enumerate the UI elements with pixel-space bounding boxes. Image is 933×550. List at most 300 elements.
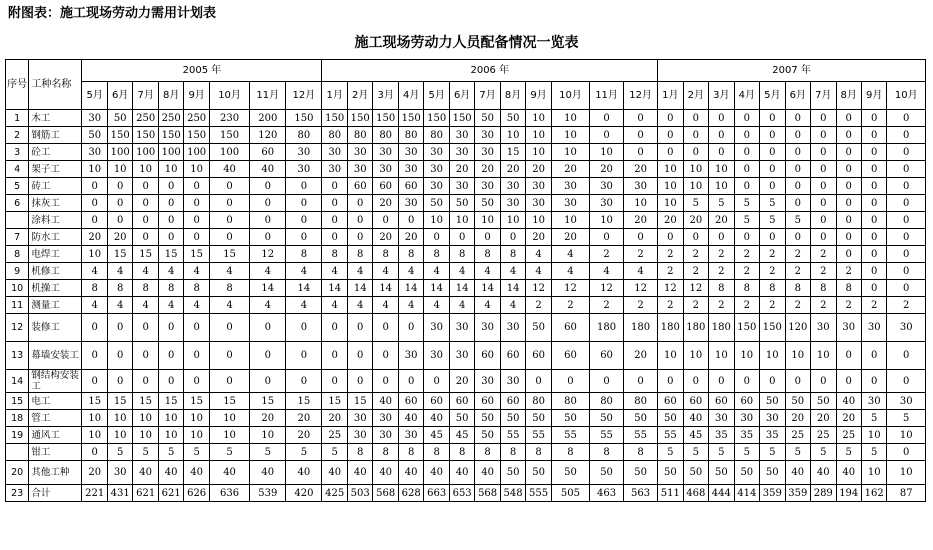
cell-value: 539 xyxy=(250,485,286,502)
cell-value: 87 xyxy=(887,485,926,502)
cell-value: 425 xyxy=(322,485,347,502)
cell-value: 50 xyxy=(811,393,836,410)
cell-value: 80 xyxy=(424,127,449,144)
table-row xyxy=(6,127,926,144)
cell-value: 4 xyxy=(286,297,322,314)
cell-value: 4 xyxy=(449,297,474,314)
cell-value: 8 xyxy=(785,280,810,297)
cell-value: 50 xyxy=(475,195,500,212)
cell-value: 15 xyxy=(133,246,158,263)
cell-value: 0 xyxy=(887,178,926,195)
table-title: 施工现场劳动力人员配备情况一览表 xyxy=(354,35,579,51)
cell-value: 0 xyxy=(861,161,886,178)
cell-value: 653 xyxy=(449,485,474,502)
cell-value: 2 xyxy=(760,297,785,314)
cell-value: 8 xyxy=(760,280,785,297)
cell-value: 0 xyxy=(398,370,423,393)
cell-value: 10 xyxy=(709,342,734,370)
row-number: 15 xyxy=(6,393,29,410)
cell-value: 2 xyxy=(526,297,551,314)
cell-value: 50 xyxy=(449,195,474,212)
cell-value: 5 xyxy=(785,444,810,461)
cell-value: 12 xyxy=(250,246,286,263)
cell-value: 40 xyxy=(347,461,372,485)
cell-value: 30 xyxy=(398,161,423,178)
cell-value: 30 xyxy=(709,410,734,427)
cell-value: 5 xyxy=(683,195,708,212)
cell-value: 15 xyxy=(322,393,347,410)
cell-value: 30 xyxy=(347,410,372,427)
cell-value: 0 xyxy=(734,110,759,127)
table-row xyxy=(6,161,926,178)
table-row xyxy=(6,144,926,161)
cell-value: 0 xyxy=(887,229,926,246)
cell-value: 100 xyxy=(107,144,132,161)
cell-value: 5 xyxy=(861,444,886,461)
header-month: 11月 xyxy=(590,82,624,110)
header-month: 3月 xyxy=(373,82,398,110)
cell-value: 15 xyxy=(107,246,132,263)
cell-value: 0 xyxy=(158,178,183,195)
cell-value: 10 xyxy=(158,161,183,178)
cell-value: 0 xyxy=(624,229,658,246)
cell-value: 8 xyxy=(734,280,759,297)
cell-value: 414 xyxy=(734,485,759,502)
row-number xyxy=(6,444,29,461)
cell-value: 4 xyxy=(424,297,449,314)
cell-value: 10 xyxy=(107,427,132,444)
cell-value: 14 xyxy=(286,280,322,297)
cell-value: 4 xyxy=(250,297,286,314)
cell-value: 10 xyxy=(861,461,886,485)
cell-value: 0 xyxy=(683,370,708,393)
cell-value: 12 xyxy=(624,280,658,297)
table-row xyxy=(6,110,926,127)
cell-value: 0 xyxy=(184,229,209,246)
cell-value: 20 xyxy=(624,212,658,229)
cell-value: 5 xyxy=(709,444,734,461)
cell-value: 40 xyxy=(184,461,209,485)
cell-value: 0 xyxy=(286,370,322,393)
cell-value: 2 xyxy=(624,246,658,263)
cell-value: 0 xyxy=(785,144,810,161)
cell-value: 4 xyxy=(475,263,500,280)
cell-value: 0 xyxy=(373,370,398,393)
cell-value: 5 xyxy=(734,195,759,212)
cell-value: 5 xyxy=(133,444,158,461)
cell-value: 60 xyxy=(590,342,624,370)
cell-value: 10 xyxy=(158,410,183,427)
cell-value: 30 xyxy=(398,195,423,212)
cell-value: 20 xyxy=(624,342,658,370)
cell-value: 8 xyxy=(322,246,347,263)
header-month: 2月 xyxy=(683,82,708,110)
row-number: 19 xyxy=(6,427,29,444)
cell-value: 4 xyxy=(551,263,589,280)
cell-value: 150 xyxy=(322,110,347,127)
cell-value: 150 xyxy=(286,110,322,127)
cell-value: 4 xyxy=(624,263,658,280)
cell-value: 0 xyxy=(82,195,107,212)
cell-value: 60 xyxy=(424,393,449,410)
cell-value: 150 xyxy=(398,110,423,127)
cell-value: 10 xyxy=(590,212,624,229)
trade-name: 幕墙安装工 xyxy=(29,342,82,370)
cell-value: 503 xyxy=(347,485,372,502)
cell-value: 30 xyxy=(590,178,624,195)
header-month: 5月 xyxy=(424,82,449,110)
cell-value: 0 xyxy=(887,195,926,212)
cell-value: 0 xyxy=(250,229,286,246)
cell-value: 0 xyxy=(683,110,708,127)
cell-value: 0 xyxy=(887,370,926,393)
cell-value: 0 xyxy=(734,370,759,393)
table-row xyxy=(6,485,926,502)
cell-value: 40 xyxy=(286,461,322,485)
cell-value: 30 xyxy=(398,144,423,161)
cell-value: 30 xyxy=(424,161,449,178)
cell-value: 8 xyxy=(836,280,861,297)
cell-value: 0 xyxy=(133,314,158,342)
cell-value: 0 xyxy=(861,370,886,393)
header-month: 1月 xyxy=(322,82,347,110)
table-row xyxy=(6,444,926,461)
cell-value: 100 xyxy=(133,144,158,161)
cell-value: 20 xyxy=(590,161,624,178)
header-year: 2006 年 xyxy=(322,60,658,82)
cell-value: 25 xyxy=(836,427,861,444)
cell-value: 4 xyxy=(398,297,423,314)
row-number xyxy=(6,212,29,229)
cell-value: 10 xyxy=(658,195,683,212)
cell-value: 30 xyxy=(449,178,474,195)
cell-value: 0 xyxy=(184,195,209,212)
cell-value: 2 xyxy=(811,263,836,280)
cell-value: 0 xyxy=(209,178,249,195)
cell-value: 40 xyxy=(322,461,347,485)
cell-value: 10 xyxy=(107,410,132,427)
cell-value: 0 xyxy=(82,314,107,342)
cell-value: 50 xyxy=(526,461,551,485)
table-row xyxy=(6,263,926,280)
cell-value: 463 xyxy=(590,485,624,502)
cell-value: 50 xyxy=(82,127,107,144)
figure-caption: 附图表：施工现场劳动力需用计划表 xyxy=(8,6,217,21)
cell-value: 4 xyxy=(184,263,209,280)
cell-value: 10 xyxy=(184,161,209,178)
cell-value: 8 xyxy=(526,444,551,461)
header-month: 5月 xyxy=(760,82,785,110)
row-number: 12 xyxy=(6,314,29,342)
cell-value: 0 xyxy=(658,110,683,127)
cell-value: 8 xyxy=(158,280,183,297)
cell-value: 150 xyxy=(347,110,372,127)
cell-value: 20 xyxy=(526,161,551,178)
cell-value: 4 xyxy=(158,297,183,314)
cell-value: 8 xyxy=(590,444,624,461)
cell-value: 45 xyxy=(449,427,474,444)
cell-value: 60 xyxy=(398,178,423,195)
cell-value: 0 xyxy=(709,370,734,393)
cell-value: 15 xyxy=(82,393,107,410)
cell-value: 50 xyxy=(590,461,624,485)
cell-value: 10 xyxy=(526,127,551,144)
cell-value: 12 xyxy=(526,280,551,297)
cell-value: 10 xyxy=(82,161,107,178)
cell-value: 0 xyxy=(82,212,107,229)
cell-value: 60 xyxy=(500,342,525,370)
cell-value: 0 xyxy=(836,161,861,178)
header-month: 6月 xyxy=(449,82,474,110)
cell-value: 5 xyxy=(785,212,810,229)
cell-value: 8 xyxy=(811,280,836,297)
cell-value: 180 xyxy=(658,314,683,342)
cell-value: 60 xyxy=(551,342,589,370)
cell-value: 663 xyxy=(424,485,449,502)
cell-value: 20 xyxy=(322,410,347,427)
trade-name: 砼工 xyxy=(29,144,82,161)
cell-value: 0 xyxy=(760,161,785,178)
cell-value: 10 xyxy=(734,342,759,370)
cell-value: 80 xyxy=(322,127,347,144)
cell-value: 40 xyxy=(209,161,249,178)
cell-value: 0 xyxy=(590,229,624,246)
cell-value: 0 xyxy=(286,195,322,212)
cell-value: 8 xyxy=(424,444,449,461)
cell-value: 25 xyxy=(785,427,810,444)
cell-value: 60 xyxy=(709,393,734,410)
cell-value: 0 xyxy=(683,127,708,144)
cell-value: 4 xyxy=(590,263,624,280)
cell-value: 10 xyxy=(811,342,836,370)
cell-value: 8 xyxy=(449,246,474,263)
cell-value: 4 xyxy=(373,263,398,280)
cell-value: 0 xyxy=(500,229,525,246)
cell-value: 5 xyxy=(734,212,759,229)
trade-name: 电焊工 xyxy=(29,246,82,263)
cell-value: 80 xyxy=(347,127,372,144)
cell-value: 20 xyxy=(286,427,322,444)
cell-value: 80 xyxy=(526,393,551,410)
header-month: 6月 xyxy=(785,82,810,110)
cell-value: 30 xyxy=(526,195,551,212)
cell-value: 50 xyxy=(500,461,525,485)
cell-value: 0 xyxy=(887,127,926,144)
cell-value: 0 xyxy=(322,229,347,246)
row-number: 5 xyxy=(6,178,29,195)
cell-value: 30 xyxy=(475,178,500,195)
trade-name: 测量工 xyxy=(29,297,82,314)
cell-value: 4 xyxy=(82,297,107,314)
cell-value: 2 xyxy=(551,297,589,314)
cell-value: 5 xyxy=(158,444,183,461)
cell-value: 50 xyxy=(107,110,132,127)
table-row xyxy=(6,280,926,297)
cell-value: 10 xyxy=(526,144,551,161)
cell-value: 0 xyxy=(709,127,734,144)
cell-value: 10 xyxy=(133,410,158,427)
cell-value: 10 xyxy=(551,110,589,127)
cell-value: 2 xyxy=(734,297,759,314)
cell-value: 40 xyxy=(683,410,708,427)
cell-value: 15 xyxy=(107,393,132,410)
cell-value: 10 xyxy=(658,342,683,370)
cell-value: 15 xyxy=(158,393,183,410)
cell-value: 0 xyxy=(551,370,589,393)
cell-value: 0 xyxy=(709,229,734,246)
cell-value: 40 xyxy=(373,461,398,485)
cell-value: 10 xyxy=(82,410,107,427)
cell-value: 5 xyxy=(709,195,734,212)
cell-value: 40 xyxy=(424,461,449,485)
cell-value: 0 xyxy=(887,263,926,280)
cell-value: 250 xyxy=(133,110,158,127)
trade-name: 砖工 xyxy=(29,178,82,195)
cell-value: 30 xyxy=(398,342,423,370)
cell-value: 0 xyxy=(184,178,209,195)
cell-value: 10 xyxy=(551,127,589,144)
cell-value: 12 xyxy=(590,280,624,297)
table-row xyxy=(6,229,926,246)
trade-name: 电工 xyxy=(29,393,82,410)
cell-value: 0 xyxy=(760,370,785,393)
row-number: 3 xyxy=(6,144,29,161)
cell-value: 12 xyxy=(551,280,589,297)
cell-value: 0 xyxy=(760,178,785,195)
cell-value: 40 xyxy=(785,461,810,485)
cell-value: 0 xyxy=(250,314,286,342)
cell-value: 15 xyxy=(184,393,209,410)
cell-value: 14 xyxy=(373,280,398,297)
cell-value: 14 xyxy=(424,280,449,297)
cell-value: 40 xyxy=(158,461,183,485)
trade-name: 通风工 xyxy=(29,427,82,444)
cell-value: 4 xyxy=(184,297,209,314)
cell-value: 505 xyxy=(551,485,589,502)
cell-value: 20 xyxy=(373,229,398,246)
cell-value: 180 xyxy=(590,314,624,342)
cell-value: 0 xyxy=(347,342,372,370)
cell-value: 0 xyxy=(836,342,861,370)
cell-value: 60 xyxy=(734,393,759,410)
cell-value: 4 xyxy=(322,263,347,280)
cell-value: 2 xyxy=(887,297,926,314)
cell-value: 35 xyxy=(709,427,734,444)
cell-value: 0 xyxy=(624,370,658,393)
cell-value: 2 xyxy=(624,297,658,314)
cell-value: 10 xyxy=(500,212,525,229)
trade-name: 钢筋工 xyxy=(29,127,82,144)
cell-value: 0 xyxy=(887,342,926,370)
cell-value: 180 xyxy=(683,314,708,342)
cell-value: 0 xyxy=(590,110,624,127)
cell-value: 621 xyxy=(133,485,158,502)
header-trade: 工种名称 xyxy=(29,60,82,110)
cell-value: 30 xyxy=(449,314,474,342)
cell-value: 2 xyxy=(811,246,836,263)
cell-value: 5 xyxy=(250,444,286,461)
cell-value: 0 xyxy=(861,127,886,144)
cell-value: 10 xyxy=(250,427,286,444)
trade-name: 防水工 xyxy=(29,229,82,246)
cell-value: 10 xyxy=(624,195,658,212)
cell-value: 0 xyxy=(836,246,861,263)
trade-name: 合计 xyxy=(29,485,82,502)
cell-value: 8 xyxy=(398,444,423,461)
cell-value: 30 xyxy=(624,178,658,195)
cell-value: 20 xyxy=(250,410,286,427)
cell-value: 4 xyxy=(424,263,449,280)
cell-value: 50 xyxy=(624,461,658,485)
cell-value: 4 xyxy=(250,263,286,280)
cell-value: 8 xyxy=(475,246,500,263)
cell-value: 50 xyxy=(785,393,810,410)
cell-value: 120 xyxy=(250,127,286,144)
cell-value: 30 xyxy=(887,314,926,342)
cell-value: 4 xyxy=(500,263,525,280)
cell-value: 0 xyxy=(209,370,249,393)
cell-value: 180 xyxy=(624,314,658,342)
cell-value: 8 xyxy=(373,246,398,263)
cell-value: 30 xyxy=(590,195,624,212)
cell-value: 60 xyxy=(526,342,551,370)
cell-value: 20 xyxy=(82,461,107,485)
cell-value: 0 xyxy=(861,342,886,370)
cell-value: 8 xyxy=(551,444,589,461)
cell-value: 80 xyxy=(590,393,624,410)
cell-value: 0 xyxy=(760,127,785,144)
cell-value: 162 xyxy=(861,485,886,502)
cell-value: 60 xyxy=(347,178,372,195)
cell-value: 50 xyxy=(590,410,624,427)
cell-value: 0 xyxy=(887,212,926,229)
cell-value: 12 xyxy=(683,280,708,297)
cell-value: 0 xyxy=(133,178,158,195)
cell-value: 4 xyxy=(373,297,398,314)
cell-value: 10 xyxy=(424,212,449,229)
cell-value: 15 xyxy=(184,246,209,263)
cell-value: 20 xyxy=(373,195,398,212)
cell-value: 60 xyxy=(500,393,525,410)
cell-value: 0 xyxy=(133,229,158,246)
row-number: 9 xyxy=(6,263,29,280)
cell-value: 4 xyxy=(347,297,372,314)
cell-value: 0 xyxy=(590,370,624,393)
trade-name: 钢结构安装工 xyxy=(29,370,82,393)
header-month: 7月 xyxy=(475,82,500,110)
cell-value: 55 xyxy=(590,427,624,444)
cell-value: 50 xyxy=(475,427,500,444)
cell-value: 0 xyxy=(734,178,759,195)
cell-value: 2 xyxy=(590,297,624,314)
cell-value: 2 xyxy=(709,297,734,314)
cell-value: 8 xyxy=(107,280,132,297)
cell-value: 5 xyxy=(286,444,322,461)
cell-value: 0 xyxy=(398,212,423,229)
row-number: 23 xyxy=(6,485,29,502)
cell-value: 20 xyxy=(107,229,132,246)
cell-value: 50 xyxy=(526,410,551,427)
trade-name: 钳工 xyxy=(29,444,82,461)
row-number: 11 xyxy=(6,297,29,314)
cell-value: 0 xyxy=(785,195,810,212)
cell-value: 10 xyxy=(449,212,474,229)
cell-value: 80 xyxy=(624,393,658,410)
cell-value: 0 xyxy=(82,444,107,461)
cell-value: 30 xyxy=(322,144,347,161)
cell-value: 0 xyxy=(373,314,398,342)
cell-value: 636 xyxy=(209,485,249,502)
